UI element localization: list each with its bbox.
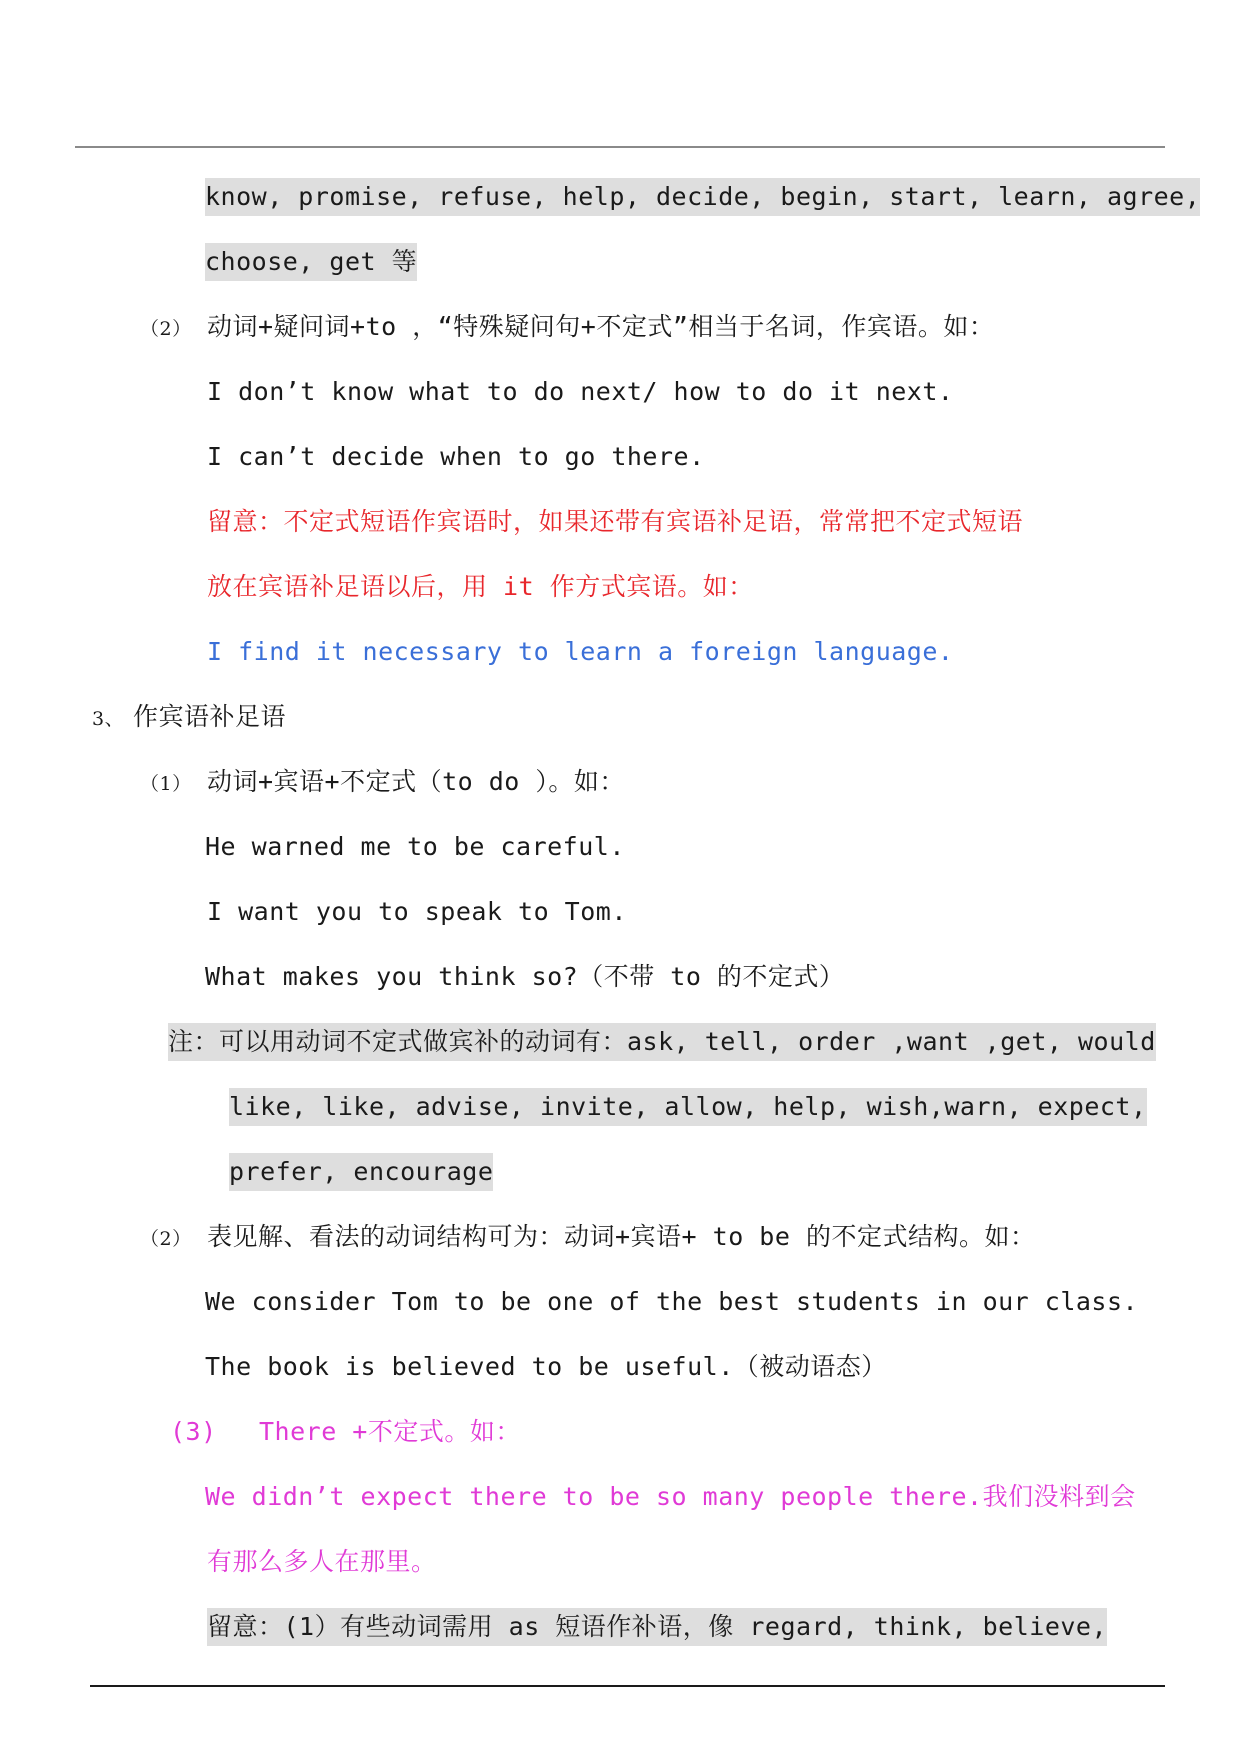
example-sentence: We consider Tom to be one of the best students in our class. xyxy=(205,1287,1139,1316)
item-number: （1） xyxy=(140,773,192,795)
item-number: （2） xyxy=(140,1228,192,1250)
section-number: 3、 xyxy=(92,708,125,730)
verb-list-line-1: know, promise, refuse, help, decide, begin, start, learn, agree, xyxy=(205,178,1200,216)
verb-list-line: like, like, advise, invite, allow, help, wish,warn, expect, xyxy=(229,1088,1147,1126)
example-translation: 有那么多人在那里。 xyxy=(207,1547,437,1576)
note-text: 注：可以用动词不定式做宾补的动词有：ask, tell, order ,want ,get, would xyxy=(168,1023,1156,1061)
rule-text: There +不定式。如： xyxy=(259,1417,521,1446)
example-sentence: What makes you think so?（不带 to 的不定式） xyxy=(205,962,845,991)
verb-list-line-2: choose, get 等 xyxy=(205,243,417,281)
example-sentence: I don’t know what to do next/ how to do it next. xyxy=(207,377,954,406)
footer-rule xyxy=(90,1685,1165,1687)
header-rule xyxy=(75,146,1165,148)
rule-text: 表见解、看法的动词结构可为：动词+宾语+ to be 的不定式结构。如： xyxy=(207,1222,1036,1251)
example-sentence: We didn’t expect there to be so many people there.我们没料到会 xyxy=(205,1482,1136,1511)
section-heading: 作宾语补足语 xyxy=(133,702,287,731)
example-sentence: I find it necessary to learn a foreign language. xyxy=(207,637,954,666)
note-text: 留意：(1）有些动词需用 as 短语作补语，像 regard, think, believe, xyxy=(207,1608,1107,1646)
example-sentence: He warned me to be careful. xyxy=(205,832,625,861)
rule-text: 动词+疑问词+to ，“特殊疑问句+不定式”相当于名词，作宾语。如： xyxy=(207,312,995,341)
item-number: (3) xyxy=(170,1417,217,1446)
example-sentence: The book is believed to be useful.（被动语态） xyxy=(205,1352,887,1381)
rule-text: 动词+宾语+不定式（to do ）。如： xyxy=(207,767,625,796)
note-text: 留意：不定式短语作宾语时，如果还带有宾语补足语，常常把不定式短语 xyxy=(207,507,1024,536)
example-sentence: I can’t decide when to go there. xyxy=(207,442,705,471)
verb-list-line: prefer, encourage xyxy=(229,1153,493,1191)
item-number: （2） xyxy=(140,318,192,340)
note-text: 放在宾语补足语以后，用 it 作方式宾语。如： xyxy=(207,572,754,601)
example-sentence: I want you to speak to Tom. xyxy=(207,897,627,926)
